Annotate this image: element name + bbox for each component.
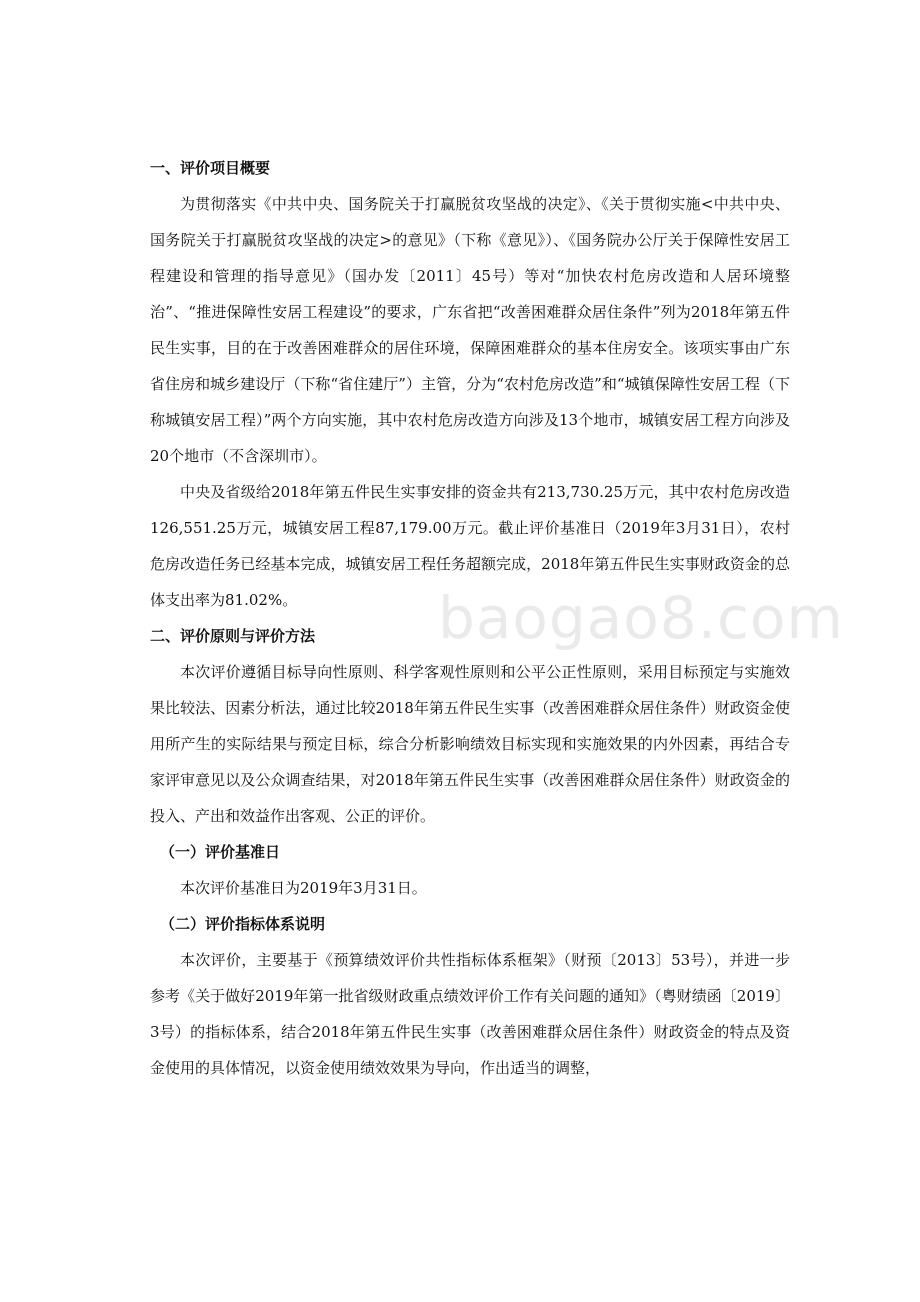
subsection-2-1-heading: （一）评价基准日: [160, 843, 281, 861]
section-2-paragraph-1: 本次评价遵循目标导向性原则、科学客观性原则和公平公正性原则，采用目标预定与实施效果比较法、因素分析法，通过比较2018年第五件民生实事（改善困难群众居住条件）财政资金使用所产生的实际结果与预定目标，综合分析影响绩效目标实现和实施效果的内外因素，再结合专家评审意见以及公众调查结果，对2018年第五件民生实事（改善困难群众居住条件）财政资金的投入、产出和效益作出客观、公正的评价。: [150, 663, 790, 825]
section-2-heading: 二、评价原则与评价方法: [150, 627, 316, 645]
section-1-paragraph-2: 中央及省级给2018年第五件民生实事安排的资金共有213,730.25万元，其中农村危房改造126,551.25万元，城镇安居工程87,179.00万元。截止评价基准日（2019年3月31日），农村危房改造任务已经基本完成，城镇安居工程任务超额完成，2018年第五件民生实事财政资金的总体支出率为81.02%。: [150, 483, 790, 609]
section-1-paragraph-1: 为贯彻落实《中共中央、国务院关于打赢脱贫攻坚战的决定》、《关于贯彻实施<中共中央、国务院关于打赢脱贫攻坚战的决定>的意见》（下称《意见》）、《国务院办公厅关于保障性安居工程建设和管理的指导意见》（国办发〔2011〕45号）等对“加快农村危房改造和人居环境整治”、“推进保障性安居工程建设”的要求，广东省把“改善困难群众居住条件”列为2018年第五件民生实事，目的在于改善困难群众的居住环境，保障困难群众的基本住房安全。该项实事由广东省住房和城乡建设厅（下称“省住建厅”）主管，分为“农村危房改造”和“城镇保障性安居工程（下称城镇安居工程）”两个方向实施，其中农村危房改造方向涉及13个地市，城镇安居工程方向涉及20个地市（不含深圳市）。: [150, 195, 790, 465]
section-1-heading: 一、评价项目概要: [150, 159, 271, 177]
watermark-text: baogao8.com: [438, 584, 844, 652]
subsection-2-2-paragraph: 本次评价，主要基于《预算绩效评价共性指标体系框架》（财预〔2013〕53号），并进一步参考《关于做好2019年第一批省级财政重点绩效评价工作有关问题的通知》（粤财绩函〔2019〕3号）的指标体系，结合2018年第五件民生实事（改善困难群众居住条件）财政资金的特点及资金使用的具体情况，以资金使用绩效效果为导向，作出适当的调整，: [150, 951, 790, 1077]
document-page: [150, 150, 790, 1086]
subsection-2-2-heading: （二）评价指标体系说明: [160, 915, 326, 933]
subsection-2-1-paragraph: 本次评价基准日为2019年3月31日。: [180, 879, 427, 897]
